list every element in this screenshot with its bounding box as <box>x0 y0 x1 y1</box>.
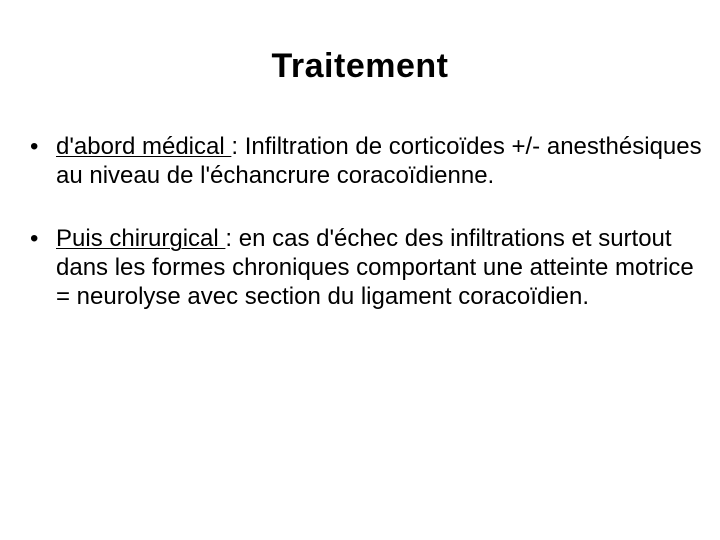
slide-title: Traitement <box>271 47 449 85</box>
bullet-body-medical: : Infiltration de corticoïdes +/- anesthésiques au niveau de l'échancrure coracoïdienne. <box>56 133 702 189</box>
bullet-continuation-surgical: = neurolyse avec section du ligament coracoïdien. <box>56 283 589 310</box>
bullet-text <box>56 224 714 311</box>
bullet-list <box>30 132 714 345</box>
bullet-item-medical <box>30 132 714 190</box>
bullet-lead-surgical: Puis chirurgical <box>56 225 226 252</box>
bullet-lead-medical: d'abord médical <box>56 133 232 160</box>
bullet-icon: • <box>30 133 39 160</box>
bullet-item-surgical <box>30 224 714 311</box>
bullet-text <box>56 132 714 190</box>
bullet-icon: • <box>30 225 39 252</box>
bullet-body-surgical: : en cas d'échec des infiltrations et surtout dans les formes chroniques comportant une atteinte motrice <box>56 225 694 281</box>
